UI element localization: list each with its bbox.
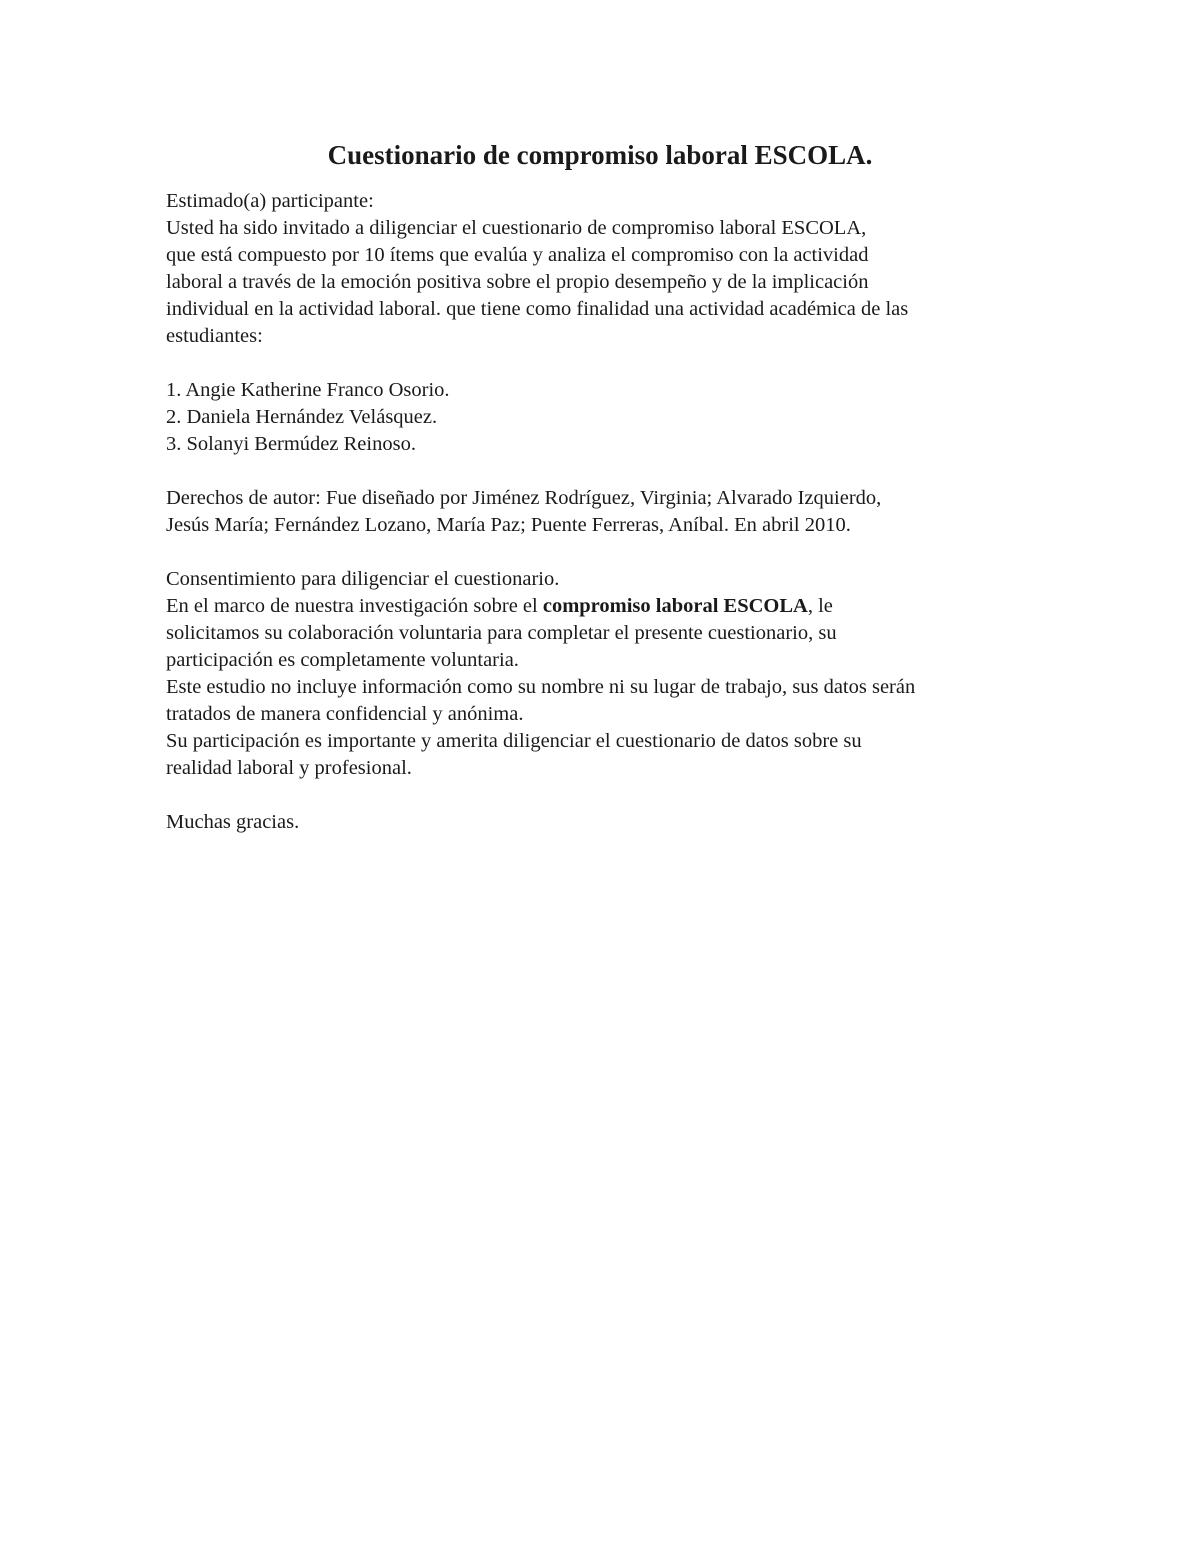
consent-line: solicitamos su colaboración voluntaria para completar el presente cuestionario, su [166,622,837,644]
consent-line: realidad laboral y profesional. [166,757,412,779]
paragraph-spacer [166,350,1046,377]
document-body [166,188,1046,836]
consent-line: tratados de manera confidencial y anónima. [166,703,524,725]
consent-heading: Consentimiento para diligenciar el cuestionario. [166,568,560,590]
student-list-item: 3. Solanyi Bermúdez Reinoso. [166,433,416,455]
paragraph-spacer [166,539,1046,566]
copyright-line: Derechos de autor: Fue diseñado por Jiménez Rodríguez, Virginia; Alvarado Izquierdo, [166,487,882,509]
closing-text: Muchas gracias. [166,811,300,833]
copyright-line: Jesús María; Fernández Lozano, María Paz; Puente Ferreras, Aníbal. En abril 2010. [166,514,851,536]
intro-line: laboral a través de la emoción positiva sobre el propio desempeño y de la implicación [166,271,869,293]
consent-line: Su participación es importante y amerita diligenciar el cuestionario de datos sobre su [166,730,862,752]
consent-line [166,593,1046,620]
intro-line: individual en la actividad laboral. que tiene como finalidad una actividad académica de las [166,298,909,320]
greeting: Estimado(a) participante: [166,190,374,212]
document-title: Cuestionario de compromiso laboral ESCOLA. [327,140,873,170]
paragraph-spacer [166,458,1046,485]
consent-bold-term: compromiso laboral ESCOLA [542,595,808,617]
student-list-item: 1. Angie Katherine Franco Osorio. [166,379,450,401]
consent-text-after: , le [807,595,833,617]
intro-line: estudiantes: [166,325,263,347]
consent-text-before: En el marco de nuestra investigación sobre el [166,595,543,617]
student-list-item: 2. Daniela Hernández Velásquez. [166,406,438,428]
document-content [166,138,1046,836]
intro-line: que está compuesto por 10 ítems que evalúa y analiza el compromiso con la actividad [166,244,869,266]
intro-line: Usted ha sido invitado a diligenciar el cuestionario de compromiso laboral ESCOLA, [166,217,867,239]
paragraph-spacer [166,782,1046,809]
consent-line: Este estudio no incluye información como su nombre ni su lugar de trabajo, sus datos serán [166,676,916,698]
consent-line: participación es completamente voluntaria. [166,649,519,671]
